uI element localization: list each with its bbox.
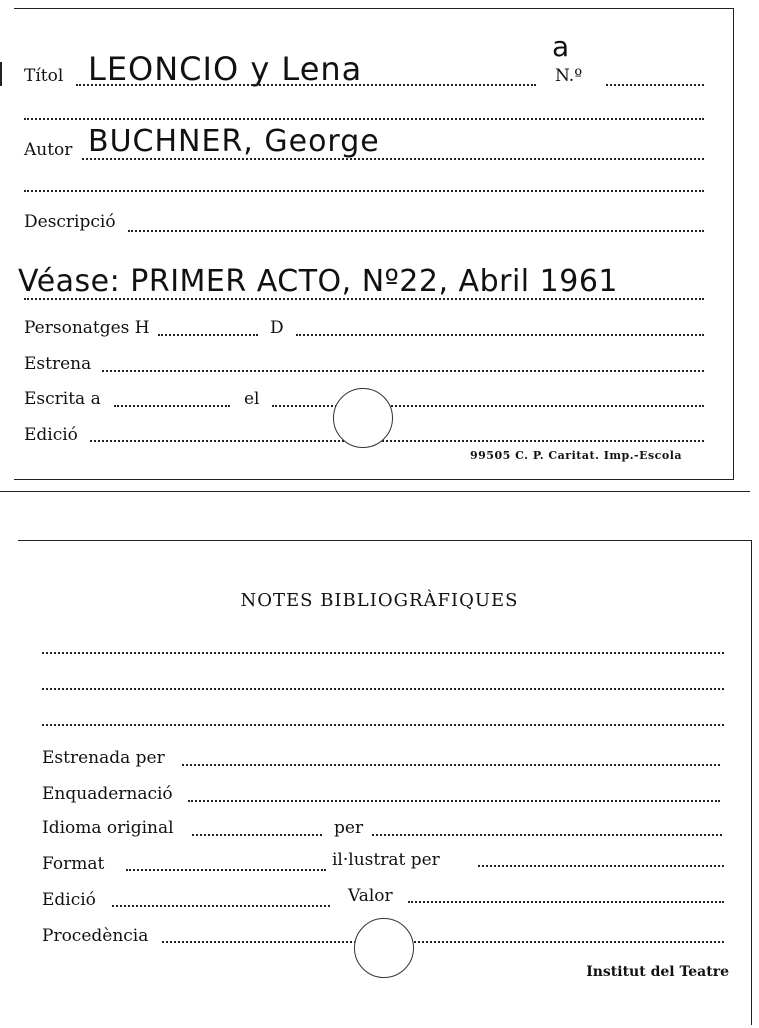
descripcio-value: Véase: PRIMER ACTO, Nº22, Abril 1961 [18, 264, 618, 299]
card-edge-mark [0, 62, 2, 86]
notes-line [42, 652, 724, 654]
personatges-h-line [158, 334, 258, 336]
titol-value: LEONCIO y Lena [88, 50, 363, 88]
edicio-back-line [112, 905, 330, 907]
per-label: per [334, 818, 364, 838]
autor-value: BUCHNER, George [88, 124, 380, 159]
titol-line [76, 84, 536, 86]
institut-imprint: Institut del Teatre [586, 964, 729, 980]
format-line [126, 869, 326, 871]
idioma-label: Idioma original [42, 818, 174, 838]
descripcio-label: Descripció [24, 212, 116, 232]
valor-line [408, 901, 724, 903]
procedencia-label: Procedència [42, 926, 149, 946]
format-label: Format [42, 854, 105, 874]
personatges-d-line [296, 334, 704, 336]
page-divider [0, 491, 750, 492]
punch-hole [333, 388, 393, 448]
valor-label: Valor [348, 886, 393, 906]
autor-line [82, 158, 704, 160]
enquadernacio-label: Enquadernació [42, 784, 173, 804]
notes-line [42, 724, 724, 726]
illustrat-line [478, 865, 724, 867]
procedencia-line [162, 941, 724, 943]
edicio-back-label: Edició [42, 890, 96, 910]
numero-value: a [552, 30, 571, 63]
edicio-label: Edició [24, 425, 78, 445]
escrita-label: Escrita a [24, 389, 101, 409]
printer-imprint: 99505 C. P. Caritat. Imp.-Escola [470, 449, 683, 462]
blank-line [24, 118, 704, 120]
d-label: D [270, 318, 284, 338]
titol-label: Títol [24, 66, 64, 86]
descripcio-line [128, 230, 704, 232]
escrita-line [114, 405, 230, 407]
notes-line [42, 688, 724, 690]
punch-hole [354, 918, 414, 978]
illustrat-label: il·lustrat per [332, 850, 440, 870]
numero-line [606, 84, 704, 86]
descripcio-line-2 [24, 298, 704, 300]
autor-label: Autor [24, 140, 73, 160]
notes-title: NOTES BIBLIOGRÀFIQUES [240, 590, 519, 611]
estrenada-line [182, 764, 720, 766]
idioma-line [192, 834, 322, 836]
edicio-line [90, 440, 704, 442]
enquadernacio-line [188, 800, 720, 802]
el-label: el [244, 389, 260, 409]
estrena-line [102, 370, 704, 372]
personatges-label: Personatges H [24, 318, 150, 338]
estrenada-label: Estrenada per [42, 748, 165, 768]
numero-label: N.º [555, 66, 583, 86]
estrena-label: Estrena [24, 354, 92, 374]
per-line [372, 834, 722, 836]
blank-line [24, 190, 704, 192]
